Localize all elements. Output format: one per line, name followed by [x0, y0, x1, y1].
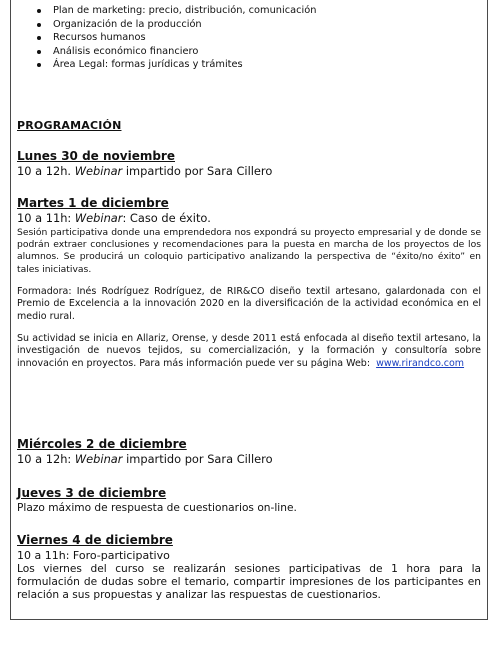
website-link[interactable]: www.rirandco.com [376, 357, 465, 369]
event-date: Viernes 4 de diciembre [17, 533, 173, 547]
event-date: Martes 1 de diciembre [17, 196, 169, 210]
event-paragraph: Los viernes del curso se realizarán sesiones participativas de 1 hora para la formulación de dudas sobre el temario, compartir impresiones de los participantes en relación a sus propuestas y analizar las respuestas de cuestionarios. [17, 563, 481, 601]
list-item: Recursos humanos [31, 31, 316, 45]
topics-list [31, 4, 316, 72]
document-page [10, 0, 488, 620]
event-date: Lunes 30 de noviembre [17, 149, 175, 163]
event-time: 10 a 12h. [17, 164, 72, 178]
list-item: Análisis económico financiero [31, 45, 316, 59]
event-description: : Caso de éxito. [122, 211, 211, 225]
event-time-line [17, 452, 481, 467]
event-type: Webinar [74, 211, 123, 225]
event-date: Miércoles 2 de diciembre [17, 437, 187, 451]
list-item: Plan de marketing: precio, distribución, comunicación [31, 4, 316, 18]
event-jueves [17, 486, 481, 516]
event-time: 10 a 11h: Foro-participativo [17, 549, 170, 562]
event-lunes [17, 149, 481, 179]
event-time: 10 a 11h: [17, 211, 72, 225]
event-time-line [17, 211, 481, 226]
event-viernes [17, 533, 481, 602]
event-type: Webinar [74, 164, 123, 178]
event-paragraph: Formadora: Inés Rodríguez Rodríguez, de RIR&CO diseño textil artesano, galardonada con el Premio de Excelencia a la innovación 2020 en la diversificación de la actividad económica en el medio rural. [17, 285, 481, 322]
event-description: Plazo máximo de respuesta de cuestionarios on-line. [17, 502, 297, 514]
programacion-heading: PROGRAMACIÓN [17, 119, 122, 132]
event-miercoles [17, 437, 481, 467]
event-time-line [17, 164, 481, 179]
list-item: Área Legal: formas jurídicas y trámites [31, 58, 316, 72]
event-date: Jueves 3 de diciembre [17, 486, 167, 500]
event-paragraph: Sesión participativa donde una emprendedora nos expondrá su proyecto empresarial y de donde se podrán extraer conclusiones y recomendaciones para la puesta en marcha de los proyectos de los alumnos. Se producirá un coloquio participativo analizando la perspectiva de “éxito/no éxito” en tales iniciativas. [17, 227, 481, 275]
event-type: Webinar [74, 452, 123, 466]
event-time: 10 a 12h: [17, 452, 72, 466]
event-description: impartido por Sara Cillero [122, 452, 273, 466]
event-description: impartido por Sara Cillero [122, 164, 273, 178]
event-paragraph [17, 333, 481, 370]
list-item: Organización de la producción [31, 18, 316, 32]
event-paragraph-text: Su actividad se inicia en Allariz, Orense, y desde 2011 está enfocada al diseño textil artesano, la investigación de nuevos tejidos, su comercialización, y la formación y consultoría sobre innovación en proyectos. Para más información puede ver su página Web: [17, 333, 481, 369]
event-martes [17, 196, 481, 370]
